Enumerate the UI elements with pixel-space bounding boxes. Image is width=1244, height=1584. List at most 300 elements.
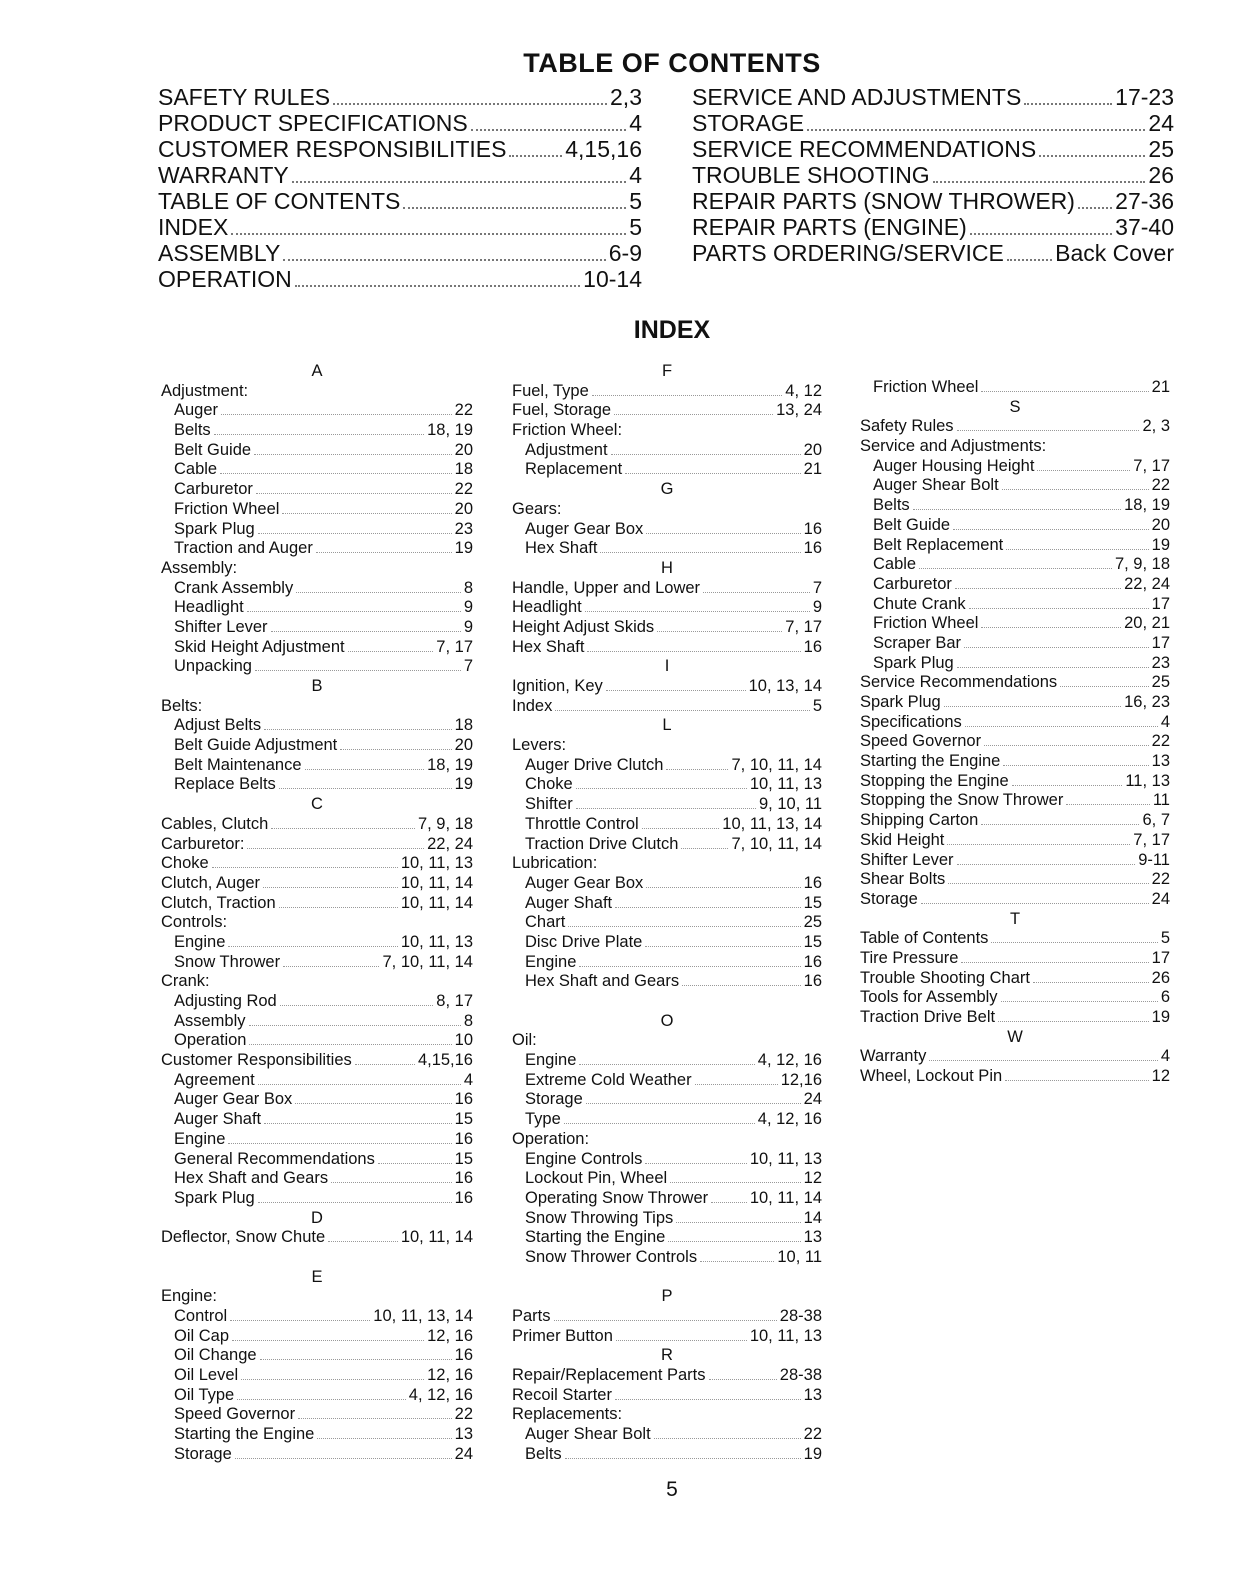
index-entry-label: Shifter	[525, 795, 573, 814]
dot-leader	[264, 1123, 452, 1124]
index-entry	[512, 618, 822, 638]
dot-leader	[279, 907, 398, 908]
index-entry-label: Belt Replacement	[873, 535, 1004, 554]
dot-leader	[998, 1021, 1149, 1022]
index-entry	[161, 953, 473, 973]
index-entry-label: Tools for Assembly	[860, 988, 998, 1007]
dot-leader	[1005, 1080, 1148, 1081]
index-entry-label: Hex Shaft	[512, 637, 585, 656]
dot-leader	[271, 631, 461, 632]
index-entry-pages: 18, 19	[427, 421, 473, 440]
dot-leader	[331, 1182, 452, 1183]
index-entry-label: Controls:	[161, 913, 228, 932]
index-entry-label: Disc Drive Plate	[525, 932, 643, 951]
index-entry	[860, 988, 1170, 1008]
index-entry-label: Unpacking	[174, 657, 252, 676]
toc-entry-pages: 2,3	[610, 84, 642, 110]
index-entry-label: Fuel, Storage	[512, 401, 612, 420]
index-entry-pages: 4, 12, 16	[757, 1051, 822, 1070]
index-entry-label: Belts	[525, 1444, 562, 1463]
index-entry-label: Oil Level	[174, 1366, 239, 1385]
dot-leader	[247, 611, 461, 612]
index-entry-pages: 23	[454, 519, 473, 538]
dot-leader	[280, 1005, 434, 1006]
index-entry-label: Chute Crank	[873, 594, 966, 613]
index-entry-label: Auger	[174, 401, 219, 420]
index-entry-label: Stopping the Engine	[860, 771, 1009, 790]
index-entry-label: Replacements:	[512, 1405, 623, 1424]
index-letter-heading: C	[311, 795, 323, 814]
dot-leader	[220, 473, 452, 474]
toc-entry-label: SERVICE RECOMMENDATIONS	[692, 136, 1037, 162]
toc-entry-label: SAFETY RULES	[158, 84, 331, 110]
index-entry-pages: 16	[454, 1169, 473, 1188]
index-entry-pages: 7, 17	[1133, 456, 1170, 475]
dot-leader	[298, 1418, 452, 1419]
index-entry-label: Deflector, Snow Chute	[161, 1228, 326, 1247]
dot-leader	[317, 1438, 451, 1439]
index-entry-pages: 15	[454, 1149, 473, 1168]
index-entry	[860, 1067, 1170, 1087]
index-entry-label: Spark Plug	[873, 653, 954, 672]
index-entry-pages: 12	[803, 1169, 822, 1188]
dot-leader	[254, 454, 452, 455]
index-entry-label: Oil Cap	[174, 1326, 230, 1345]
dot-leader	[333, 103, 607, 105]
index-entry	[161, 441, 473, 461]
index-entry-pages: 10, 11, 14	[400, 873, 473, 892]
index-entry	[512, 677, 822, 697]
index-entry	[161, 401, 473, 421]
dot-leader	[933, 181, 1146, 183]
index-entry-pages: 12, 16	[427, 1326, 473, 1345]
index-entry	[161, 716, 473, 736]
index-entry	[161, 1031, 473, 1051]
index-entry-pages: 6	[1160, 988, 1170, 1007]
index-entry-pages: 4,15,16	[417, 1051, 473, 1070]
index-title: INDEX	[633, 316, 711, 344]
index-entry	[860, 1047, 1170, 1067]
toc-entry-label: STORAGE	[692, 110, 805, 136]
index-entry	[512, 736, 822, 756]
index-entry	[161, 638, 473, 658]
index-entry-label: General Recommendations	[174, 1149, 375, 1168]
index-entry-pages: 10, 11, 13, 14	[722, 814, 822, 833]
index-entry-label: Friction Wheel:	[512, 421, 623, 440]
toc-entry-pages: 25	[1148, 136, 1174, 162]
index-entry	[161, 1425, 473, 1445]
index-entry	[512, 815, 822, 835]
dot-leader	[807, 129, 1145, 131]
index-entry	[161, 539, 473, 559]
index-entry-label: Speed Governor	[860, 732, 982, 751]
toc-entry-label: TABLE OF CONTENTS	[158, 188, 401, 214]
index-entry-label: Safety Rules	[860, 417, 954, 436]
index-entry-pages: 4, 12, 16	[757, 1110, 822, 1129]
toc-entry	[692, 214, 1174, 240]
dot-leader	[666, 769, 728, 770]
dot-leader	[1024, 103, 1112, 105]
index-entry	[512, 1445, 822, 1465]
index-entry-pages: 20	[454, 736, 473, 755]
dot-leader	[403, 207, 626, 209]
dot-leader	[700, 1261, 774, 1262]
dot-leader	[1003, 765, 1148, 766]
dot-leader	[249, 1044, 451, 1045]
index-entry-pages: 10, 11, 13	[400, 854, 473, 873]
index-entry-label: Agreement	[174, 1070, 255, 1089]
dot-leader	[969, 608, 1149, 609]
index-entry-label: Carburetor	[174, 480, 253, 499]
index-entry	[860, 693, 1170, 713]
dot-leader	[292, 181, 626, 183]
index-entry-pages: 13, 24	[776, 401, 822, 420]
toc-entry-label: TROUBLE SHOOTING	[692, 162, 930, 188]
dot-leader	[555, 710, 809, 711]
index-entry-pages: 7, 17	[1133, 830, 1170, 849]
index-entry-pages: 23	[1151, 653, 1170, 672]
dot-leader	[228, 1143, 451, 1144]
index-entry-pages: 16	[454, 1090, 473, 1109]
dot-leader	[615, 907, 801, 908]
index-entry-label: Belts:	[161, 696, 203, 715]
index-letter-heading: B	[311, 677, 323, 695]
index-entry	[512, 1169, 822, 1189]
index-spacer	[512, 992, 822, 1012]
index-entry	[860, 890, 1170, 910]
index-entry-label: Lubrication:	[512, 854, 598, 873]
dot-leader	[981, 824, 1139, 825]
dot-leader	[921, 903, 1149, 904]
index-entry-pages: 12,16	[780, 1070, 822, 1089]
dot-leader	[965, 726, 1158, 727]
index-entry	[161, 618, 473, 638]
index-entry	[161, 756, 473, 776]
index-entry	[860, 811, 1170, 831]
index-entry-label: Service and Adjustments:	[860, 437, 1047, 456]
index-entry-label: Replacement	[525, 460, 623, 479]
index-entry-pages: 19	[1151, 535, 1170, 554]
index-entry-label: Cables, Clutch	[161, 814, 269, 833]
index-entry-pages: 16	[803, 637, 822, 656]
dot-leader	[256, 493, 452, 494]
index-entry-pages: 10	[454, 1031, 473, 1050]
index-entry-pages: 19	[454, 775, 473, 794]
index-entry-label: Adjusting Rod	[174, 992, 277, 1010]
dot-leader	[258, 1202, 452, 1203]
index-entry-pages: 7, 10, 11, 14	[382, 952, 473, 971]
toc-entry	[692, 136, 1174, 162]
dot-leader	[585, 611, 810, 612]
index-entry-pages: 17	[1151, 633, 1170, 652]
index-entry	[512, 835, 822, 855]
index-entry	[512, 520, 822, 540]
index-entry	[860, 516, 1170, 536]
index-entry-pages: 13	[803, 1385, 822, 1404]
index-entry-label: Engine:	[161, 1287, 217, 1306]
index-entry-label: Type	[525, 1110, 561, 1129]
index-column-1	[161, 362, 473, 1465]
index-entry-pages: 4, 12	[785, 381, 822, 400]
index-entry	[161, 933, 473, 953]
dot-leader	[586, 1103, 801, 1104]
index-entry-pages: 13	[803, 1228, 822, 1247]
index-entry-pages: 21	[803, 460, 822, 479]
index-entry	[860, 496, 1170, 516]
dot-leader	[695, 1084, 778, 1085]
index-entry	[161, 1405, 473, 1425]
index-entry	[512, 1130, 822, 1150]
index-entry-pages: 10, 13, 14	[748, 677, 822, 695]
index-entry	[161, 598, 473, 618]
index-entry	[512, 953, 822, 973]
index-letter-heading: I	[664, 657, 670, 676]
dot-leader	[611, 454, 801, 455]
index-entry-label: Handle, Upper and Lower	[512, 578, 701, 597]
index-entry	[161, 1189, 473, 1209]
index-entry	[161, 854, 473, 874]
index-entry-label: Stopping the Snow Thrower	[860, 791, 1064, 810]
index-entry-label: Belts	[873, 496, 910, 515]
index-letter-heading: R	[661, 1346, 673, 1365]
index-entry-label: Starting the Engine	[860, 752, 1001, 771]
dot-leader	[554, 1320, 777, 1321]
index-entry-pages: 19	[454, 539, 473, 558]
index-entry-pages: 22	[454, 480, 473, 499]
index-entry-pages: 19	[803, 1444, 822, 1463]
index-entry-pages: 13	[1151, 752, 1170, 771]
index-entry-label: Control	[174, 1307, 228, 1325]
index-entry-label: Traction and Auger	[174, 539, 313, 558]
index-entry-pages: 9	[812, 598, 822, 617]
index-entry-pages: 17	[1151, 948, 1170, 967]
toc-entry	[158, 136, 642, 162]
index-entry-label: Traction Drive Belt	[860, 1008, 996, 1026]
index-entry-label: Engine	[174, 1129, 226, 1148]
index-entry-pages: 7	[463, 657, 473, 676]
index-entry-label: Warranty	[860, 1047, 927, 1066]
index-entry-label: Gears:	[512, 499, 562, 518]
index-entry	[161, 500, 473, 520]
index-entry-pages: 5	[812, 696, 822, 715]
index-entry	[161, 421, 473, 441]
index-letter-heading: S	[1009, 397, 1021, 416]
dot-leader	[682, 985, 801, 986]
index-entry-label: Snow Thrower Controls	[525, 1247, 698, 1266]
index-entry-label: Hex Shaft	[525, 539, 598, 558]
index-entry-label: Recoil Starter	[512, 1385, 612, 1404]
index-entry	[161, 1386, 473, 1406]
index-entry-label: Levers:	[512, 736, 567, 755]
index-entry-label: Belts	[174, 421, 211, 440]
index-entry-label: Clutch, Traction	[161, 893, 276, 912]
dot-leader	[355, 1064, 415, 1065]
index-entry-pages: 24	[803, 1090, 822, 1109]
toc-entry-pages: 4,15,16	[565, 136, 642, 162]
index-entry-label: Crank Assembly	[174, 578, 294, 597]
index-entry	[161, 835, 473, 855]
index-entry	[161, 874, 473, 894]
dot-leader	[654, 1438, 801, 1439]
index-entry-label: Starting the Engine	[525, 1228, 666, 1247]
index-entry-label: Storage	[174, 1444, 232, 1463]
index-entry	[161, 1366, 473, 1386]
index-entry-pages: 28-38	[779, 1307, 822, 1325]
index-entry	[161, 1130, 473, 1150]
index-entry	[512, 1031, 822, 1051]
index-entry-label: Fuel, Type	[512, 381, 589, 400]
toc-entry-pages: Back Cover	[1055, 240, 1174, 266]
index-entry-label: Auger Shear Bolt	[525, 1425, 651, 1444]
dot-leader	[1039, 155, 1145, 157]
toc-entry-pages: 17-23	[1115, 84, 1174, 110]
toc-entry-pages: 37-40	[1115, 214, 1174, 240]
index-entry-label: Assembly	[174, 1011, 246, 1030]
index-entry-pages: 9-11	[1138, 850, 1170, 869]
index-spacer	[512, 1268, 822, 1288]
dot-leader	[587, 651, 800, 652]
dot-leader	[295, 285, 580, 287]
toc-entry-label: REPAIR PARTS (SNOW THROWER)	[692, 188, 1075, 214]
index-entry-label: Primer Button	[512, 1326, 613, 1345]
index-entry	[512, 1248, 822, 1268]
dot-leader	[681, 848, 728, 849]
index-entry	[161, 579, 473, 599]
index-entry-pages: 22, 24	[1124, 574, 1170, 593]
index-entry-pages: 22	[1151, 476, 1170, 495]
index-entry-pages: 22	[803, 1425, 822, 1444]
toc-entry-pages: 4	[629, 110, 642, 136]
index-entry-pages: 10, 11, 13	[400, 932, 473, 951]
dot-leader	[616, 1340, 747, 1341]
index-entry-label: Choke	[525, 775, 573, 794]
index-entry-pages: 16, 23	[1124, 693, 1170, 711]
index-entry	[161, 913, 473, 933]
index-entry-label: Auger Shaft	[525, 893, 613, 912]
toc-title: TABLE OF CONTENTS	[523, 48, 821, 78]
index-entry-pages: 14	[803, 1208, 822, 1227]
index-entry-label: Engine	[174, 932, 226, 951]
dot-leader	[260, 1359, 452, 1360]
index-entry	[512, 913, 822, 933]
dot-leader	[258, 533, 452, 534]
dot-leader	[947, 844, 1130, 845]
index-entry-pages: 13	[454, 1425, 473, 1444]
dot-leader	[981, 391, 1148, 392]
dot-leader	[984, 745, 1149, 746]
toc-entry	[692, 240, 1174, 266]
index-entry-pages: 10, 11, 13	[749, 1149, 822, 1168]
index-entry-label: Starting the Engine	[174, 1425, 315, 1444]
index-entry-label: Operating Snow Thrower	[525, 1188, 709, 1207]
dot-leader	[668, 1241, 800, 1242]
index-entry-label: Operation	[174, 1031, 247, 1050]
index-entry-label: Index	[512, 696, 553, 715]
index-entry-label: Parts	[512, 1307, 551, 1325]
index-entry	[161, 736, 473, 756]
dot-leader	[948, 883, 1148, 884]
index-entry-pages: 16	[454, 1129, 473, 1148]
dot-leader	[232, 1340, 424, 1341]
index-entry-label: Snow Thrower	[174, 952, 281, 971]
index-entry-label: Belt Guide	[174, 440, 252, 459]
index-column-2	[512, 362, 822, 1465]
index-entry	[512, 638, 822, 658]
index-entry-pages: 16	[803, 952, 822, 971]
index-entry-pages: 25	[803, 913, 822, 932]
toc-entry	[692, 84, 1174, 110]
index-entry-pages: 16	[803, 519, 822, 538]
dot-leader	[241, 1379, 424, 1380]
index-entry-label: Trouble Shooting Chart	[860, 968, 1030, 987]
index-entry-label: Adjustment	[525, 440, 608, 459]
index-letter-heading: G	[660, 480, 674, 499]
index-entry-pages: 24	[1151, 889, 1170, 908]
dot-leader	[255, 670, 461, 671]
index-entry	[161, 382, 473, 402]
index-entry-pages: 20	[454, 440, 473, 459]
toc-entry	[158, 266, 642, 292]
dot-leader	[316, 552, 452, 553]
toc-entry-label: WARRANTY	[158, 162, 289, 188]
index-entry-label: Assembly:	[161, 558, 238, 577]
index-entry-label: Adjust Belts	[174, 716, 262, 735]
index-entry	[512, 1090, 822, 1110]
toc-entry-label: CUSTOMER RESPONSIBILITIES	[158, 136, 507, 162]
index-entry	[512, 1366, 822, 1386]
index-entry	[512, 598, 822, 618]
index-entry-pages: 25	[1151, 673, 1170, 692]
index-entry-pages: 10, 11, 13, 14	[373, 1307, 473, 1325]
index-entry	[161, 697, 473, 717]
dot-leader	[957, 430, 1140, 431]
dot-leader	[214, 434, 424, 435]
dot-leader	[565, 1458, 801, 1459]
index-entry	[161, 1051, 473, 1071]
page-number: 5	[666, 1478, 678, 1501]
index-entry	[512, 1150, 822, 1170]
index-entry	[512, 1307, 822, 1327]
index-entry-label: Friction Wheel	[873, 378, 979, 396]
index-entry	[161, 1327, 473, 1347]
index-entry-label: Cable	[174, 460, 218, 479]
index-entry	[860, 752, 1170, 772]
dot-leader	[913, 509, 1121, 510]
index-entry-label: Headlight	[512, 598, 582, 617]
index-entry	[860, 378, 1170, 398]
index-entry	[860, 575, 1170, 595]
index-entry	[860, 457, 1170, 477]
index-entry-pages: 20	[454, 499, 473, 518]
dot-leader	[282, 513, 451, 514]
dot-leader	[471, 129, 627, 131]
index-entry-label: Auger Gear Box	[525, 519, 644, 538]
dot-leader	[212, 867, 398, 868]
index-entry-pages: 16	[803, 873, 822, 892]
index-entry-label: Extreme Cold Weather	[525, 1070, 692, 1089]
dot-leader	[981, 627, 1121, 628]
index-entry-pages: 26	[1151, 968, 1170, 987]
dot-leader	[1007, 259, 1052, 261]
toc-entry-label: INDEX	[158, 214, 229, 240]
index-entry-label: Oil:	[512, 1031, 537, 1050]
index-entry-label: Snow Throwing Tips	[525, 1208, 674, 1227]
index-entry-pages: 11, 13	[1125, 771, 1170, 790]
index-entry	[512, 894, 822, 914]
index-entry-label: Spark Plug	[860, 693, 941, 711]
index-entry	[512, 1071, 822, 1091]
dot-leader	[509, 155, 562, 157]
